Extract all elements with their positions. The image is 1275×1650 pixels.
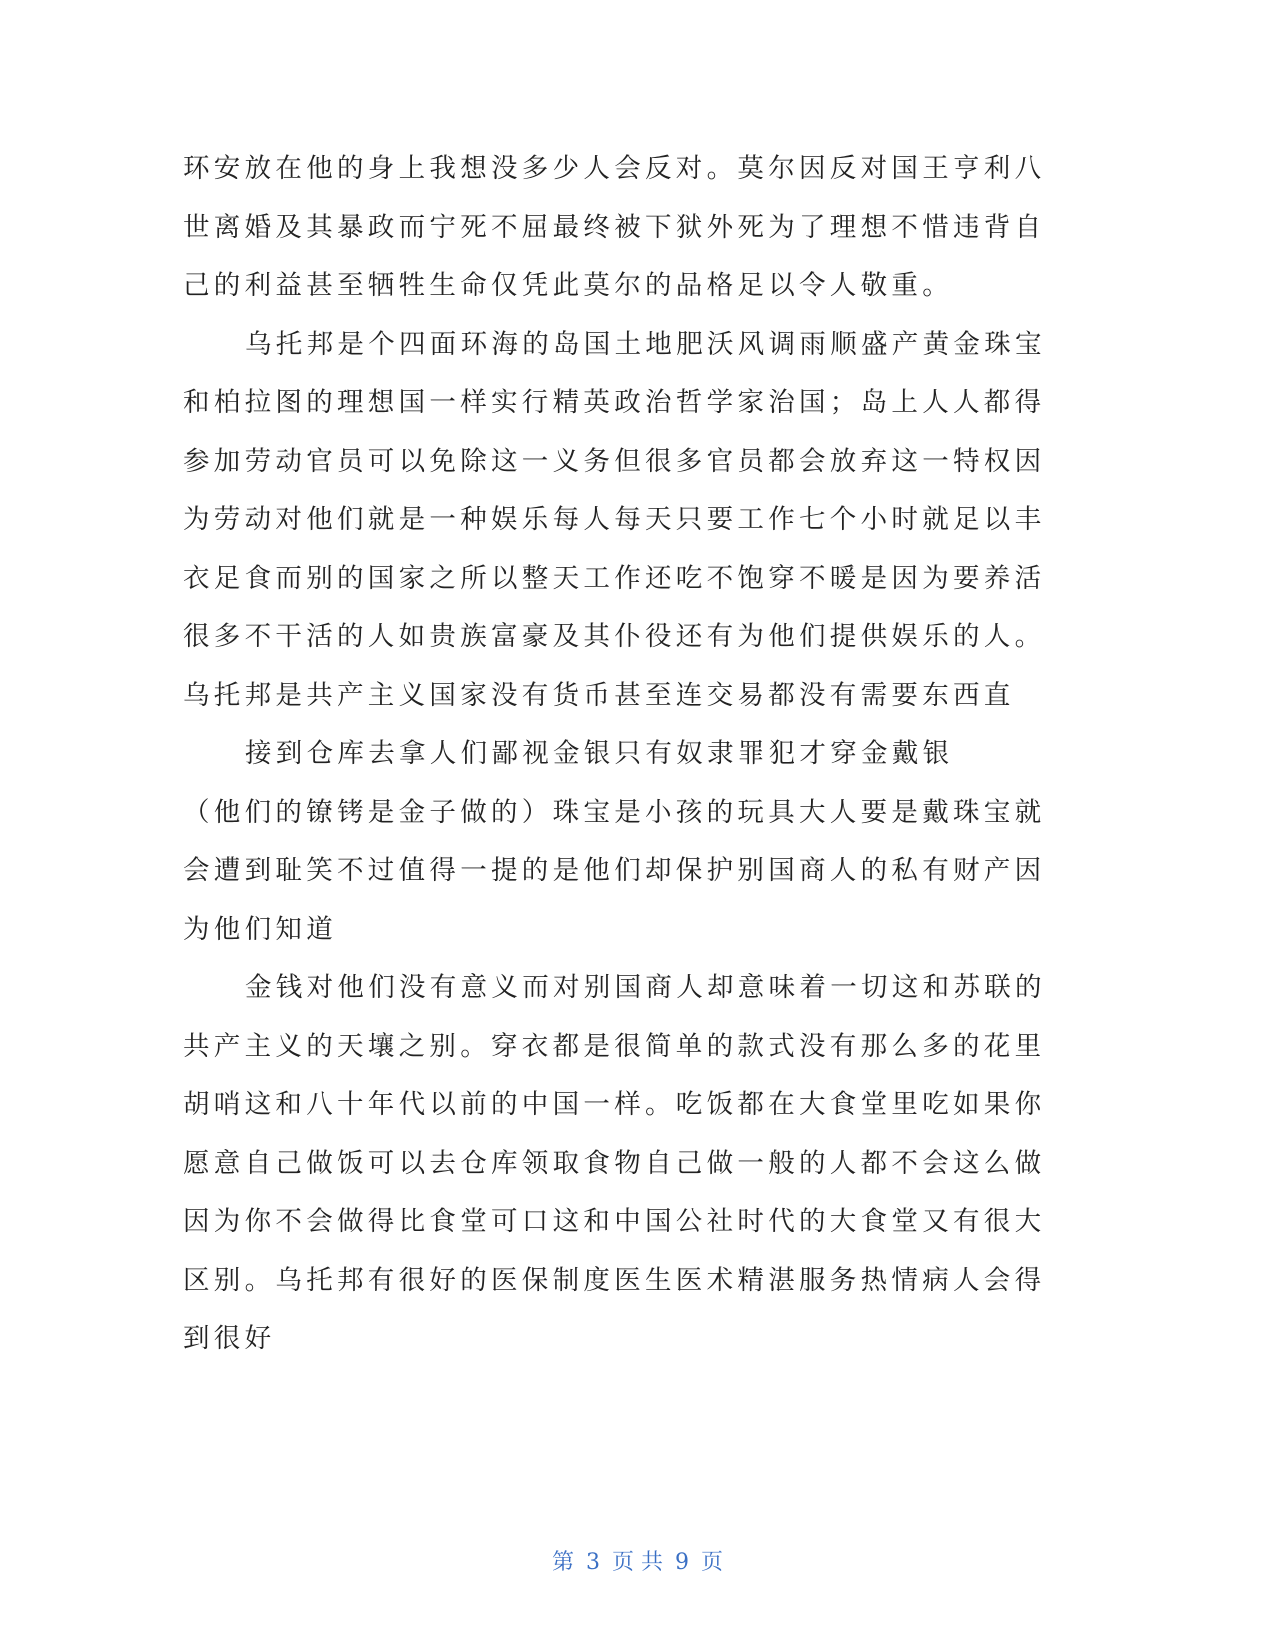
- page-body: [183, 140, 1063, 1369]
- text-line: 乌托邦是共产主义国家没有货币甚至连交易都没有需要东西直: [183, 679, 1015, 711]
- text-line: 环安放在他的身上我想没多少人会反对。莫尔因反对国王亨利八: [183, 153, 1046, 184]
- paragraph-1: [183, 140, 1063, 316]
- text-line: 到很好: [183, 1323, 276, 1354]
- text-line: 参加劳动官员可以免除这一义务但很多官员都会放弃这一特权因: [183, 445, 1046, 477]
- footer-prefix: 第: [551, 1550, 574, 1575]
- text-line: 因为你不会做得比食堂可口这和中国公社时代的大食堂又有很大: [183, 1206, 1046, 1237]
- text-line: 金钱对他们没有意义而对别国商人却意味着一切这和苏联的: [245, 972, 1046, 1003]
- footer-page-number: 3: [586, 1550, 600, 1575]
- text-line: 和柏拉图的理想国一样实行精英政治哲学家治国；岛上人人都得: [183, 387, 1046, 418]
- text-line: 胡哨这和八十年代以前的中国一样。吃饭都在大食堂里吃如果你: [183, 1089, 1046, 1120]
- text-line: 为他们知道: [183, 913, 337, 945]
- text-line: （他们的镣铐是金子做的）珠宝是小孩的玩具大人要是戴珠宝就: [183, 796, 1046, 828]
- footer-suffix: 页: [701, 1550, 724, 1575]
- footer-middle: 页 共: [612, 1550, 663, 1575]
- paragraph-4: [183, 959, 1063, 1369]
- text-line: 乌托邦是个四面环海的岛国土地肥沃风调雨顺盛产黄金珠宝: [245, 328, 1046, 360]
- text-line: 共产主义的天壤之别。穿衣都是很简单的款式没有那么多的花里: [183, 1030, 1046, 1062]
- text-line: 衣足食而别的国家之所以整天工作还吃不饱穿不暖是因为要养活: [183, 562, 1046, 594]
- text-line: 己的利益甚至牺牲生命仅凭此莫尔的品格足以令人敬重。: [183, 270, 953, 301]
- text-line: 世离婚及其暴政而宁死不屈最终被下狱外死为了理想不惜违背自: [183, 211, 1046, 243]
- text-line: 很多不干活的人如贵族富豪及其仆役还有为他们提供娱乐的人。: [183, 621, 1046, 652]
- text-line: 愿意自己做饭可以去仓库领取食物自己做一般的人都不会这么做: [183, 1147, 1046, 1179]
- text-line: 区别。乌托邦有很好的医保制度医生医术精湛服务热情病人会得: [183, 1264, 1046, 1296]
- text-line: 接到仓库去拿人们鄙视金银只有奴隶罪犯才穿金戴银: [245, 738, 954, 769]
- text-line: 为劳动对他们就是一种娱乐每人每天只要工作七个小时就足以丰: [183, 504, 1046, 535]
- text-line: 会遭到耻笑不过值得一提的是他们却保护别国商人的私有财产因: [183, 855, 1046, 886]
- paragraph-3: [183, 725, 1063, 959]
- paragraph-2: [183, 316, 1063, 726]
- page-footer: [0, 1545, 1275, 1576]
- footer-total-pages: 9: [675, 1550, 689, 1575]
